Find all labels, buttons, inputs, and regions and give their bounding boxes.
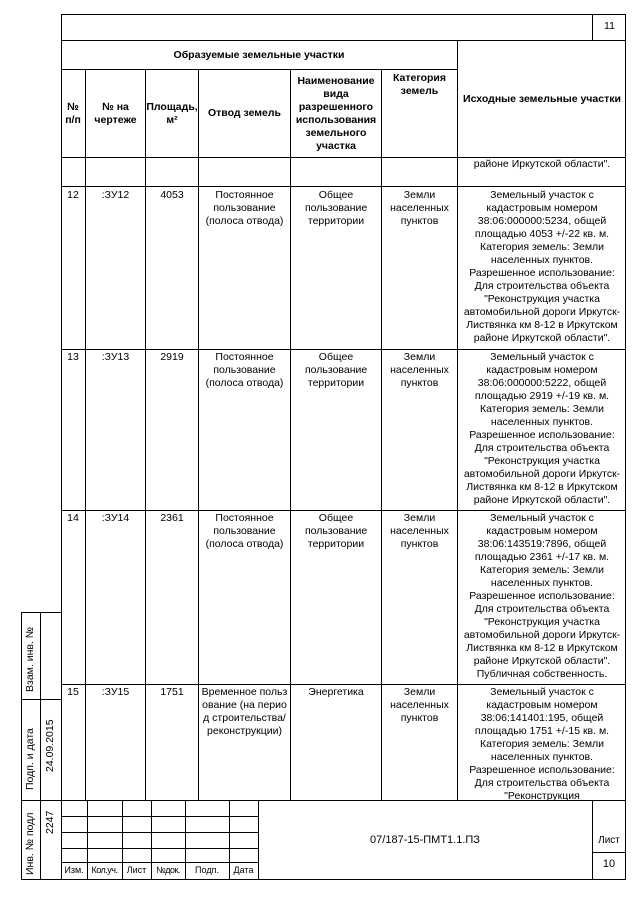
sheet-number: 10 xyxy=(602,858,616,870)
row-12-category: Земли населенных пунктов xyxy=(390,189,449,227)
row-12-num: 12 xyxy=(67,189,79,201)
group-header: Образуемые земельные участки xyxy=(173,48,345,61)
row-12-drawing: :ЗУ12 xyxy=(101,189,130,201)
row-13-drawing: :ЗУ13 xyxy=(101,351,130,363)
side-inv-value: 2247 xyxy=(44,810,56,834)
header-allotment: Отвод земель xyxy=(208,107,281,119)
row-13-allotment: Постоянное пользование (полоса отвода) xyxy=(205,351,284,389)
side-inv-podl: Инв. № подл xyxy=(24,812,36,875)
row-12-use: Общее пользование территории xyxy=(305,189,368,227)
row-15-num: 15 xyxy=(67,686,79,698)
header-source: Исходные земельные участки xyxy=(463,92,621,105)
header-num: № п/п xyxy=(65,100,81,126)
tb-ndok: №док. xyxy=(156,865,180,875)
tb-data: Дата xyxy=(233,865,254,875)
row-12-source: Земельный участок с кадастровым номером 38:06:000000:5234, общей площадью 4053 +/-22 кв. м. Категория земель: Земли населенных пунктов. Разрешенное использование: Для строительства объекта "Реконструкция участка автомобильной дороги Иркутск-Листвянка км 8-12 в Иркутском районе Иркутской области". xyxy=(463,189,621,344)
header-use-type: Наименование вида разрешенного использования земельного участка xyxy=(295,74,377,152)
sheet-label: Лист xyxy=(598,835,620,846)
row-13-num: 13 xyxy=(67,351,79,363)
row-15-use: Энергетика xyxy=(308,686,364,698)
row-15-source: Земельный участок с кадастровым номером 38:06:141401:195, общей площадью 1751 +/-15 кв. м. Категория земель: Земли населенных пунктов. Разрешенное использование: Для строительства объекта "Реконструкция xyxy=(469,686,615,802)
tb-koluch: Кол.уч. xyxy=(91,865,118,875)
header-area: Площадь, м² xyxy=(146,100,198,126)
header-category: Категория земель xyxy=(392,72,446,97)
row-14-allotment: Постоянное пользование (полоса отвода) xyxy=(205,512,284,550)
tb-sheet-line xyxy=(592,852,626,853)
side-vzam-inv: Взам. инв. № xyxy=(24,626,36,692)
row-14-num: 14 xyxy=(67,512,79,524)
side-stamp-line-2 xyxy=(21,800,61,801)
row-14-use: Общее пользование территории xyxy=(305,512,368,550)
row-13-source: Земельный участок с кадастровым номером 38:06:000000:5222, общей площадью 2919 +/-19 кв. м. Категория земель: Земли населенных пунктов. Разрешенное использование: Для строительства объекта "Реконструкция участка автомобильной дороги Иркутск-Листвянка км 8-12 в Иркутском районе Иркутской области". xyxy=(463,351,621,506)
side-stamp-divider xyxy=(40,612,41,880)
row-13-area: 2919 xyxy=(160,351,184,363)
side-stamp-line-1 xyxy=(21,699,61,700)
tb-podp: Подп. xyxy=(195,865,219,875)
row-15-category: Земли населенных пунктов xyxy=(390,686,449,724)
row-14-source: Земельный участок с кадастровым номером 38:06:143519:7896, общей площадью 2361 +/-17 кв. м. Категория земель: Земли населенных пунктов. Разрешенное использование: Для строительства объекта "Реконструкция участка автомобильной дороги Иркутск-Листвянка км 8-12 в Иркутском районе Иркутской области". Публичная собственность. xyxy=(463,512,621,680)
row-12-area: 4053 xyxy=(160,189,184,201)
row-13-use: Общее пользование территории xyxy=(305,351,368,389)
row-15-area: 1751 xyxy=(160,686,184,698)
page-top-number: 11 xyxy=(604,20,615,32)
row-13-category: Земли населенных пунктов xyxy=(390,351,449,389)
row-14-drawing: :ЗУ14 xyxy=(101,512,130,524)
side-date: 24.09.2015 xyxy=(44,719,56,772)
doc-code: 07/187-15-ПМТ1.1.ПЗ xyxy=(370,834,480,846)
header-drawing-num: № на чертеже xyxy=(94,100,137,126)
row-14-category: Земли населенных пунктов xyxy=(390,512,449,550)
side-podp-data: Подп. и дата xyxy=(24,728,36,790)
row-15-drawing: :ЗУ15 xyxy=(101,686,130,698)
row-14-area: 2361 xyxy=(160,512,184,524)
tb-izm: Изм. xyxy=(64,865,84,875)
tb-list: Лист xyxy=(126,865,147,875)
row-15-allotment: Временное пользование (на период строительства/реконструкции) xyxy=(201,686,288,737)
continuation-text: районе Иркутской области". xyxy=(473,158,611,170)
row-12-allotment: Постоянное пользование (полоса отвода) xyxy=(205,189,284,227)
